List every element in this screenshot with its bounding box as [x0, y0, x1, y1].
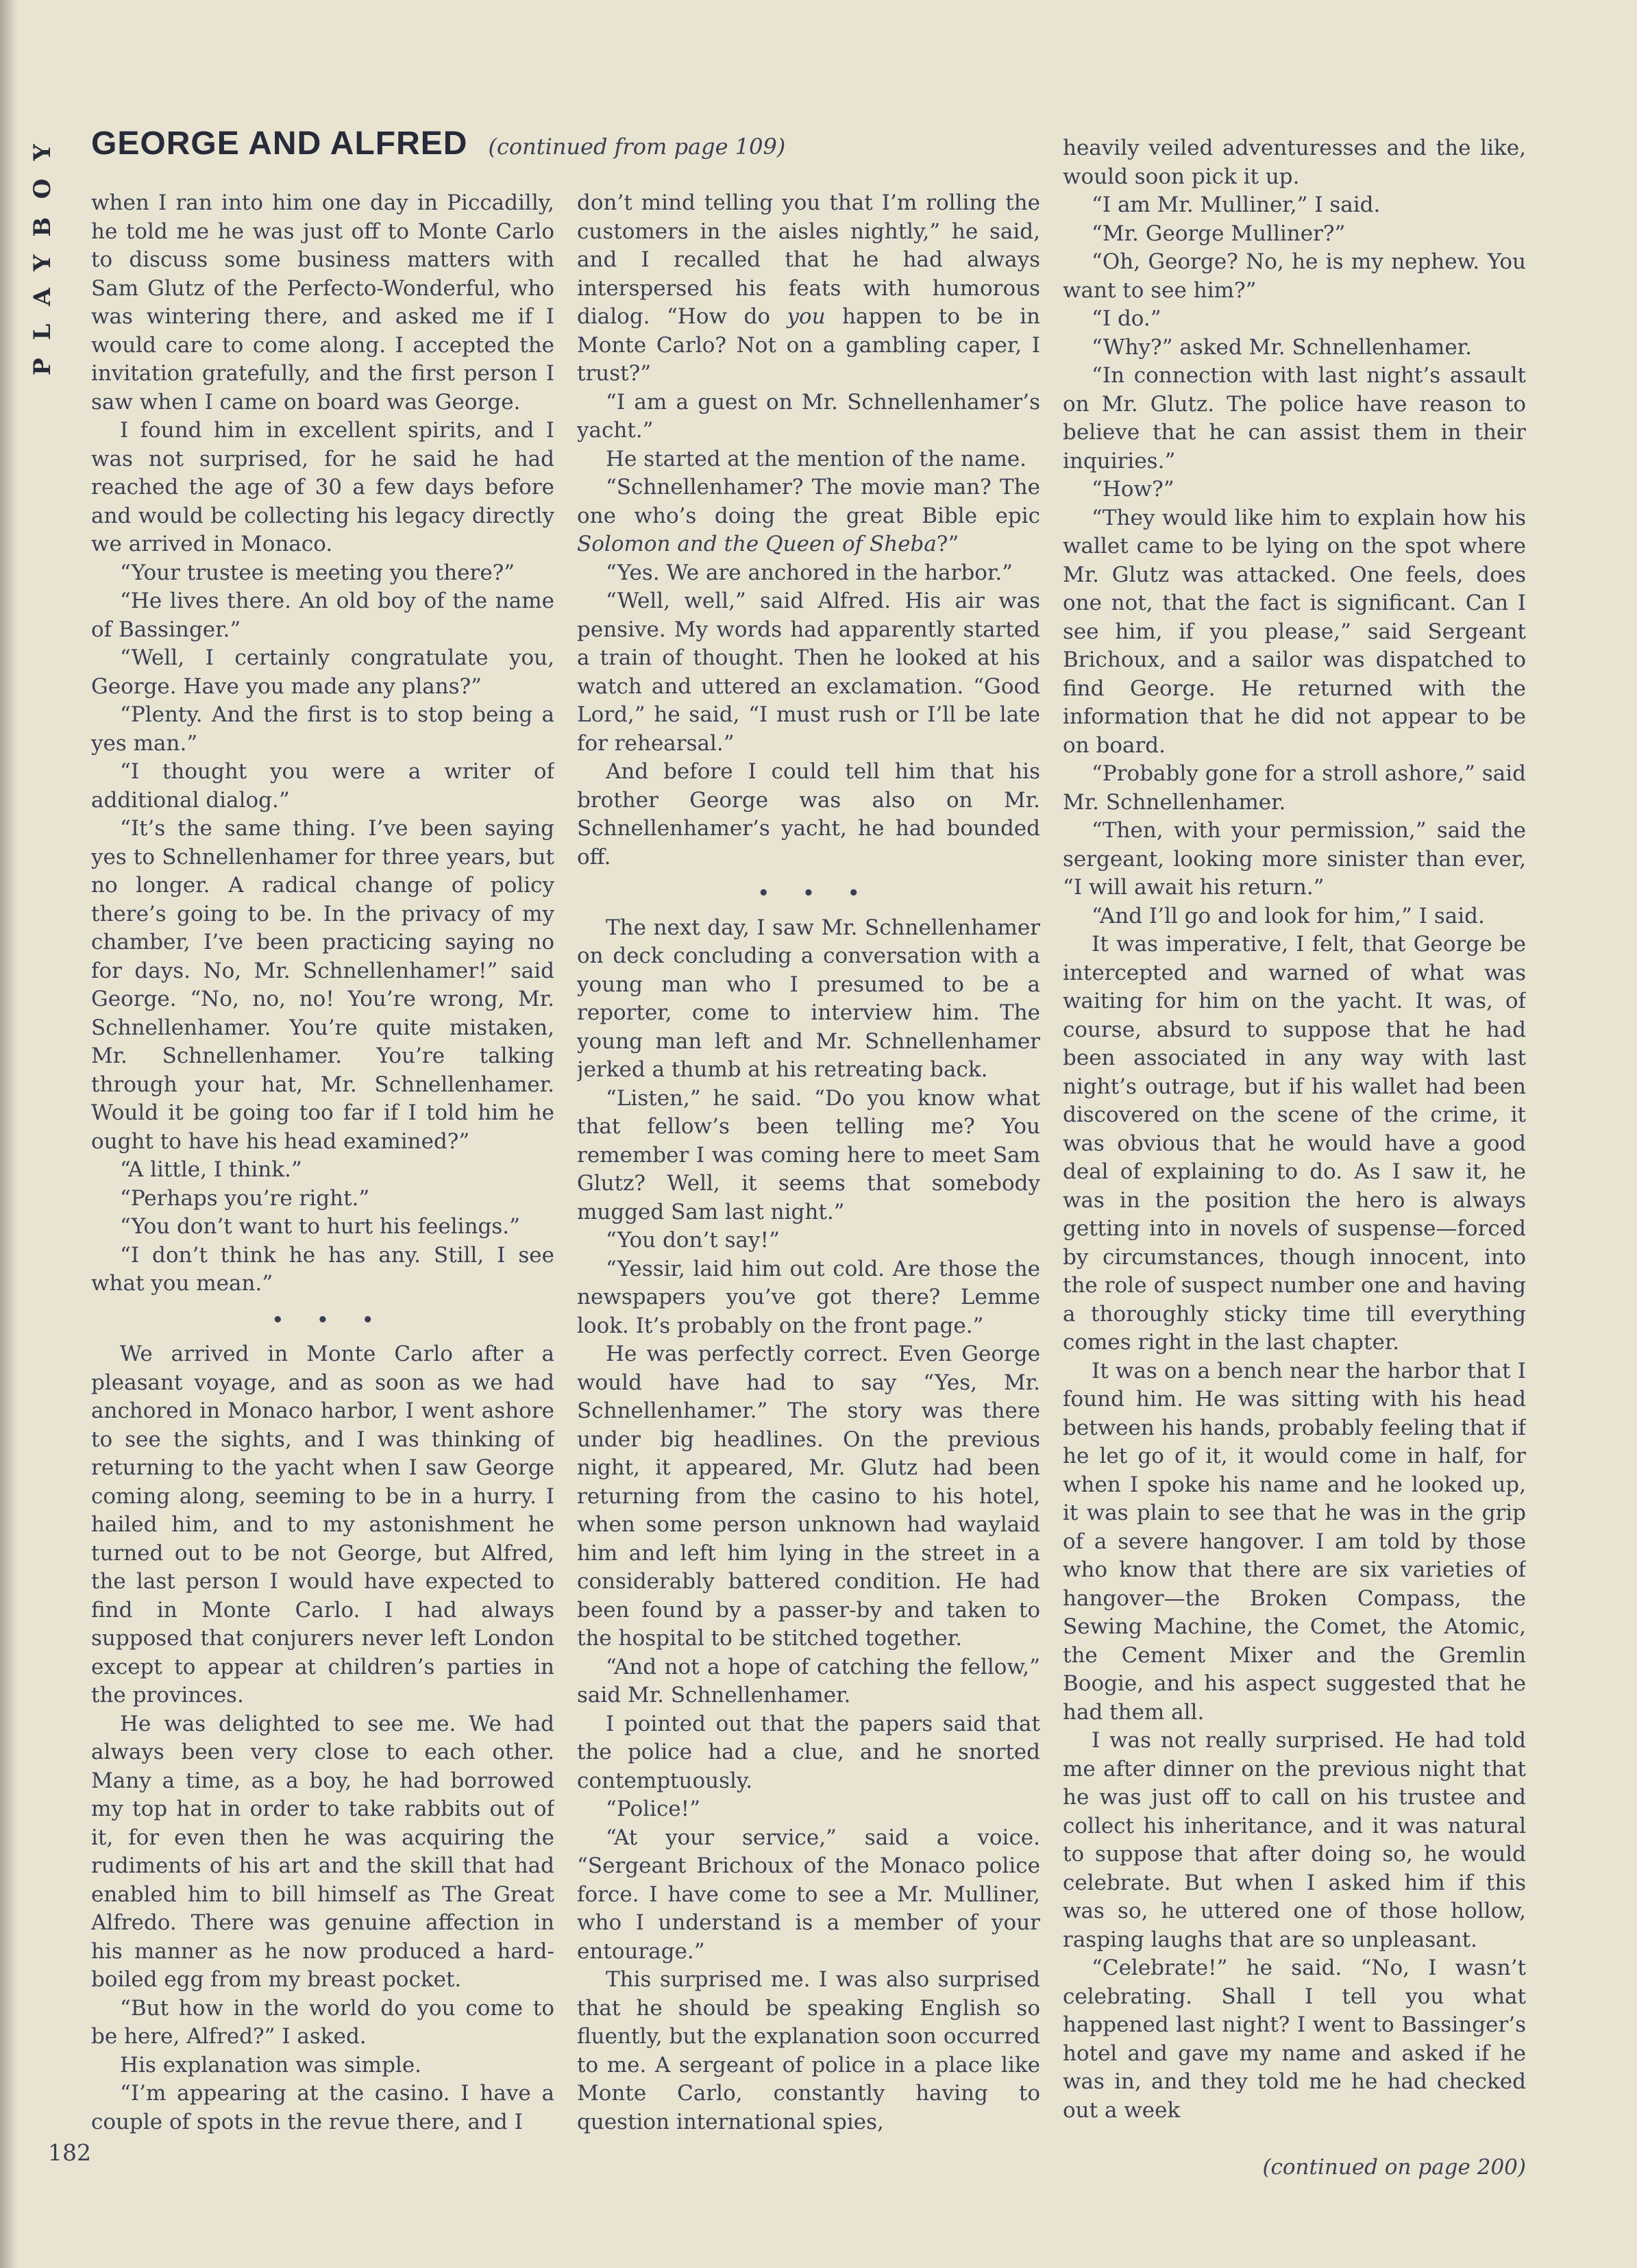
paragraph: “It’s the same thing. I’ve been saying yes to Schnellenhamer for three years, but no longer. A radical change of policy there’s going to be. In the privacy of my chamber, I’ve been practicing saying no for days. No, Mr. Schnellenhamer!” said George. “No, no, no! You’re wrong, Mr. Schnellenhamer. You’re quite mistaken, Mr. Schnellenhamer. You’re talking through your hat, Mr. Schnellenhamer. Would it be going too far if I told him he ought to have his head examined?”: [91, 816, 554, 1154]
paragraph: “They would like him to explain how his wallet came to be lying on the spot where Mr. Glutz was attacked. One feels, does one not, that the fact is significant. Can I see him, if you please,” said Sergeant Brichoux, and a sailor was dispatched to find George. He returned with the information that he did not appear to be on board.: [1063, 505, 1526, 758]
continued-on-note: (continued on page 200): [1251, 2154, 1526, 2182]
text-column-2: [577, 189, 1040, 2171]
paragraph: “Plenty. And the first is to stop being a yes man.”: [91, 702, 554, 756]
paragraph: when I ran into him one day in Piccadilly, he told me he was just off to Monte Carlo to discuss some business matters with Sam Glutz of the Perfecto-Wonderful, who was wintering there, and asked me if I would care to come along. I accepted the invitation gratefully, and the first person I saw when I came on board was George.: [91, 190, 554, 415]
paragraph: “Listen,” he said. “Do you know what that fellow’s been telling me? You remember I was coming here to meet Sam Glutz? Well, it seems that somebody mugged Sam last night.”: [577, 1085, 1040, 1224]
paragraph: “But how in the world do you come to be here, Alfred?” I asked.: [91, 1995, 554, 2049]
page-edge-shadow: [0, 0, 18, 2268]
paragraph: “Probably gone for a stroll ashore,” said Mr. Schnellenhamer.: [1063, 761, 1526, 815]
section-break: • • •: [272, 1309, 373, 1331]
paragraph: The next day, I saw Mr. Schnellenhamer on deck concluding a conversation with a young man who I presumed to be a reporter, come to interview him. The young man left and Mr. Schnellenhamer jerked a thumb at his retreating back.: [577, 915, 1040, 1082]
paragraph: “Then, with your permission,” said the sergeant, looking more sinister than ever, “I will await his return.”: [1063, 818, 1526, 900]
paragraph: His explanation was simple.: [120, 2052, 422, 2078]
paragraph: “You don’t say!”: [606, 1228, 780, 1253]
paragraph: We arrived in Monte Carlo after a pleasant voyage, and as soon as we had anchored in Monaco harbor, I went ashore to see the sights, and I was thinking of returning to the yacht when I saw George coming along, seeming to be in a hurry. I hailed him, and to my astonishment he turned out to be not George, but Alfred, the last person I would have expected to find in Monte Carlo. I had always supposed that conjurers never left London except to appear at children’s parties in the provinces.: [91, 1342, 554, 1708]
paragraph: He was perfectly correct. Even George would have had to say “Yes, Mr. Schnellenhamer.” The story was there under big headlines. On the previous night, it appeared, Mr. Glutz had been returning from the casino to his hotel, when some person unknown had waylaid him and left him lying in the street in a considerably battered condition. He had been found by a passer-by and taken to the hospital to be stitched together.: [577, 1342, 1040, 1651]
page-number: 182: [48, 2139, 91, 2166]
paragraph: And before I could tell him that his brother George was also on Mr. Schnellenhamer’s yacht, he had bounded off.: [577, 759, 1040, 870]
magazine-spine-folio: PLAYBOY: [29, 126, 56, 375]
paragraph: “A little, I think.”: [120, 1157, 302, 1182]
paragraph: “Oh, George? No, he is my nephew. You want to see him?”: [1063, 249, 1526, 303]
paragraph: “Perhaps you’re right.”: [120, 1185, 370, 1211]
paragraph: “You don’t want to hurt his feelings.”: [120, 1214, 520, 1239]
paragraph: “How?”: [1092, 477, 1174, 502]
paragraph: “I don’t think he has any. Still, I see what you mean.”: [91, 1242, 554, 1296]
text-column-1: [91, 189, 554, 2171]
text-column-3: [1063, 134, 1526, 2183]
paragraph: I was not really surprised. He had told me after dinner on the previous night that he was just off to call on his trustee and collect his inheritance, and it was natural to suppose that after doing so, he would celebrate. But when I asked him if this was so, he uttered one of those hollow, rasping laughs that are so unpleasant.: [1063, 1728, 1526, 1952]
paragraph: “Yessir, laid him out cold. Are those the newspapers you’ve got there? Lemme look. It’s probably on the front page.”: [577, 1256, 1040, 1338]
section-break: • • •: [758, 883, 859, 904]
paragraph: “I am Mr. Mulliner,” I said.: [1092, 193, 1381, 217]
paragraph: don’t mind telling you that I’m rolling the customers in the aisles nightly,” he said, and I recalled that he had always interspersed his feats with humorous dialog. “How do you happen to be in Monte Carlo? Not on a gambling caper, I trust?”: [577, 190, 1040, 386]
paragraph: It was on a bench near the harbor that I found him. He was sitting with his head between his hands, probably feeling that if he let go of it, it would come in half, for when I spoke his name and he looked up, it was plain to see that he was in the grip of a severe hangover. I am told by those who know that there are six varieties of hangover—the Broken Compass, the Sewing Machine, the Comet, the Atomic, the Cement Mixer and the Gremlin Boogie, and his aspect suggested that he had them all.: [1063, 1358, 1526, 1725]
article-header: [91, 125, 785, 162]
paragraph: “And not a hope of catching the fellow,” said Mr. Schnellenhamer.: [577, 1654, 1040, 1708]
paragraph: “I do.”: [1092, 306, 1161, 331]
paragraph: This surprised me. I was also surprised that he should be speaking English so fluently, but the explanation soon occurred to me. A sergeant of police in a place like Monte Carlo, constantly having to question international spies,: [577, 1967, 1040, 2134]
paragraph: “Celebrate!” he said. “No, I wasn’t celebrating. Shall I tell you what happened last night? I went to Bassinger’s hotel and gave my name and asked if he was in, and they told me he had checked out a week: [1063, 1956, 1526, 2123]
paragraph: I pointed out that the papers said that the police had a clue, and he snorted contemptuously.: [577, 1711, 1040, 1793]
paragraph: “And I’ll go and look for him,” I said.: [1092, 903, 1485, 928]
paragraph: “I thought you were a writer of additional dialog.”: [91, 759, 554, 813]
paragraph: “I’m appearing at the casino. I have a couple of spots in the revue there, and I: [91, 2081, 554, 2134]
paragraph: “Why?” asked Mr. Schnellenhamer.: [1092, 334, 1472, 360]
article-title: GEORGE AND ALFRED: [91, 125, 468, 162]
paragraph: He was delighted to see me. We had always been very close to each other. Many a time, as a boy, he had borrowed my top hat in order to take rabbits out of it, for even then he was acquiring the rudiments of his art and the skill that had enabled him to bill himself as The Great Alfredo. There was genuine affection in his manner as he now produced a hard-boiled egg from my breast pocket.: [91, 1711, 554, 1992]
continued-from-note: (continued from page 109): [488, 134, 786, 160]
paragraph: “Yes. We are anchored in the harbor.”: [606, 560, 1013, 585]
paragraph: “I am a guest on Mr. Schnellenhamer’s yacht.”: [577, 389, 1040, 443]
paragraph: “Police!”: [606, 1797, 700, 1821]
paragraph: “Schnellenhamer? The movie man? The one who’s doing the great Bible epic Solomon and the Queen of Sheba?”: [577, 475, 1040, 556]
paragraph: I found him in excellent spirits, and I was not surprised, for he said he had reached the age of 30 a few days before and would be collecting his legacy directly we arrived in Monaco.: [91, 418, 554, 556]
paragraph: “Your trustee is meeting you there?”: [120, 560, 515, 585]
paragraph: heavily veiled adventuresses and the like, would soon pick it up.: [1063, 136, 1526, 189]
paragraph: He started at the mention of the name.: [606, 446, 1027, 471]
paragraph: “Well, I certainly congratulate you, George. Have you made any plans?”: [91, 645, 554, 699]
paragraph: “At your service,” said a voice. “Sergeant Brichoux of the Monaco police force. I have come to see a Mr. Mulliner, who I understand is a member of your entourage.”: [577, 1825, 1040, 1964]
paragraph: “Mr. George Mulliner?”: [1092, 221, 1346, 246]
paragraph: “Well, well,” said Alfred. His air was pensive. My words had apparently started a train of thought. Then he looked at his watch and uttered an exclamation. “Good Lord,” he said, “I must rush or I’ll be late for rehearsal.”: [577, 589, 1040, 756]
paragraph: “He lives there. An old boy of the name of Bassinger.”: [91, 589, 554, 642]
paragraph: It was imperative, I felt, that George be intercepted and warned of what was waiting for him on the yacht. It was, of course, absurd to suppose that he had been associated in any way with last night’s outrage, but if his wallet had been discovered on the scene of the crime, it was obvious that he would have a good deal of explaining to do. As I saw it, he was in the position the hero is always getting into in novels of suspense—forced by circumstances, though innocent, into the role of suspect number one and having a thoroughly sticky time till everything comes right in the last chapter.: [1063, 932, 1526, 1355]
paragraph: “In connection with last night’s assault on Mr. Glutz. The police have reason to believe that he can assist them in their inquiries.”: [1063, 363, 1526, 473]
